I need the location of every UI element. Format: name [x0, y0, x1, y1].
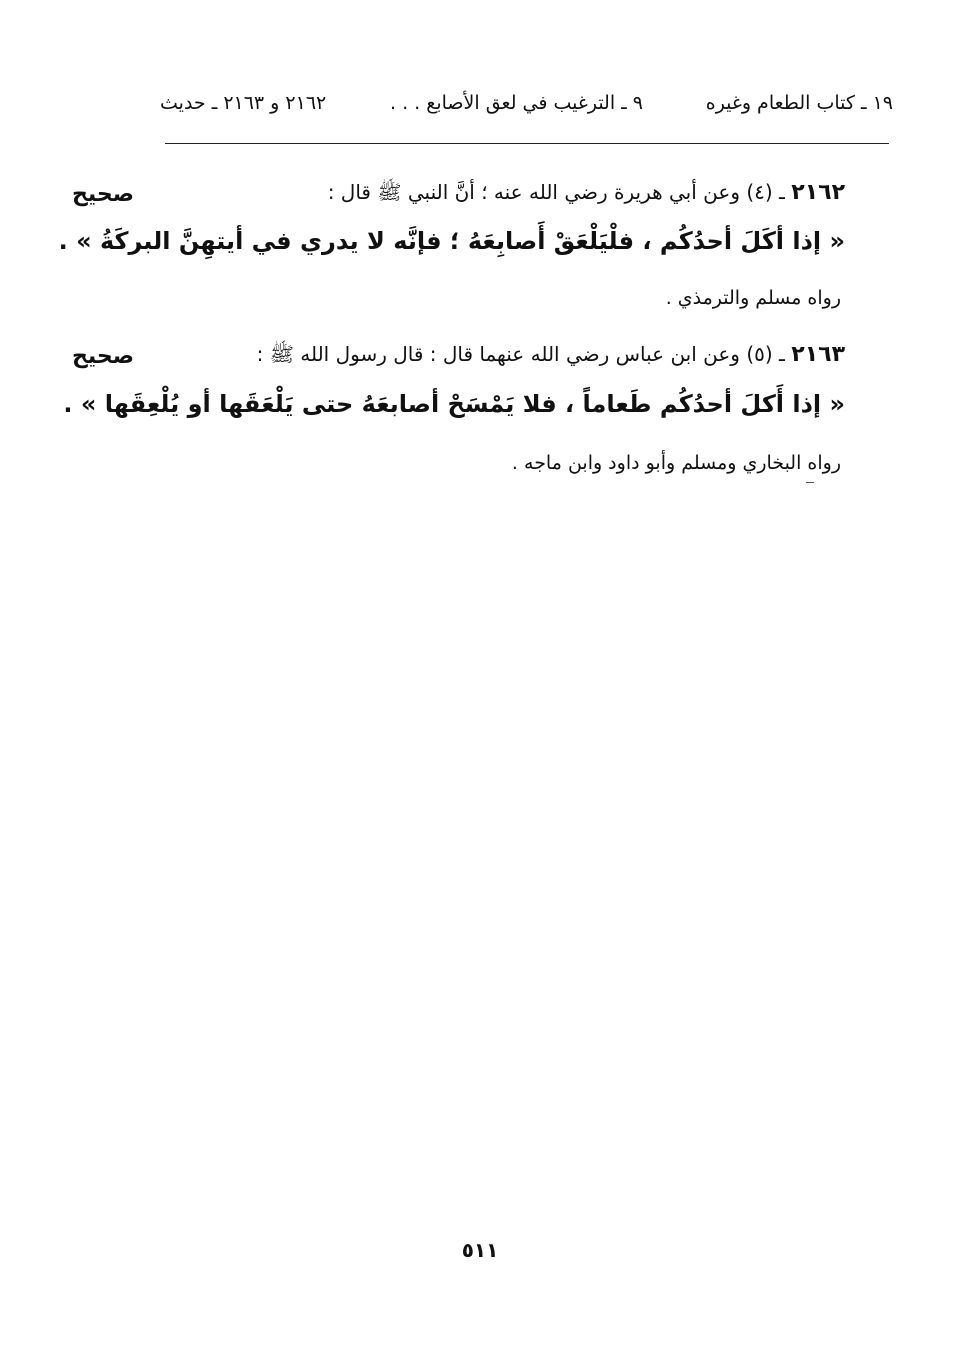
header-hadith-range: ٢١٦٢ و ٢١٦٣ ـ حديث	[160, 92, 327, 114]
hadith-2163-source: رواه البخاري ومسلم وأبو داود وابن ماجه .	[511, 452, 841, 474]
page-number: ٥١١	[461, 1238, 499, 1262]
stray-mark	[806, 482, 814, 483]
hadith-2162-source: رواه مسلم والترمذي .	[665, 287, 841, 309]
hadith-2163-text: « إذا أَكلَ أحدُكُم طَعاماً ، فلا يَمْسَحْ أصابعَهُ حتى يَلْعَقَها أو يُلْعِقَها » .	[63, 390, 845, 418]
running-header	[160, 92, 893, 124]
hadith-grade: صحيح	[72, 182, 134, 207]
hadith-intro: ـ (٥) وعن ابن عباس رضي الله عنهما قال : قال رسول الله ﷺ :	[256, 342, 792, 366]
hadith-number: ٢١٦٣	[791, 342, 845, 367]
header-divider	[165, 143, 889, 144]
hadith-2162-text: « إذا أكَلَ أحدُكُم ، فلْيَلْعَقْ أَصابِعَهُ ؛ فإنَّه لا يدري في أيتهِنَّ البركَةُ » .	[58, 227, 845, 255]
hadith-intro: ـ (٤) وعن أبي هريرة رضي الله عنه ؛ أنَّ النبي ﷺ قال :	[327, 180, 792, 204]
header-chapter-title: ١٩ ـ كتاب الطعام وغيره	[705, 92, 893, 114]
hadith-number: ٢١٦٢	[791, 180, 845, 205]
hadith-2163-intro-line	[257, 342, 845, 371]
hadith-2162-intro-line	[328, 180, 845, 209]
header-section-title: ٩ ـ الترغيب في لعق الأصابع . . .	[390, 92, 643, 114]
hadith-grade: صحيح	[72, 344, 134, 369]
